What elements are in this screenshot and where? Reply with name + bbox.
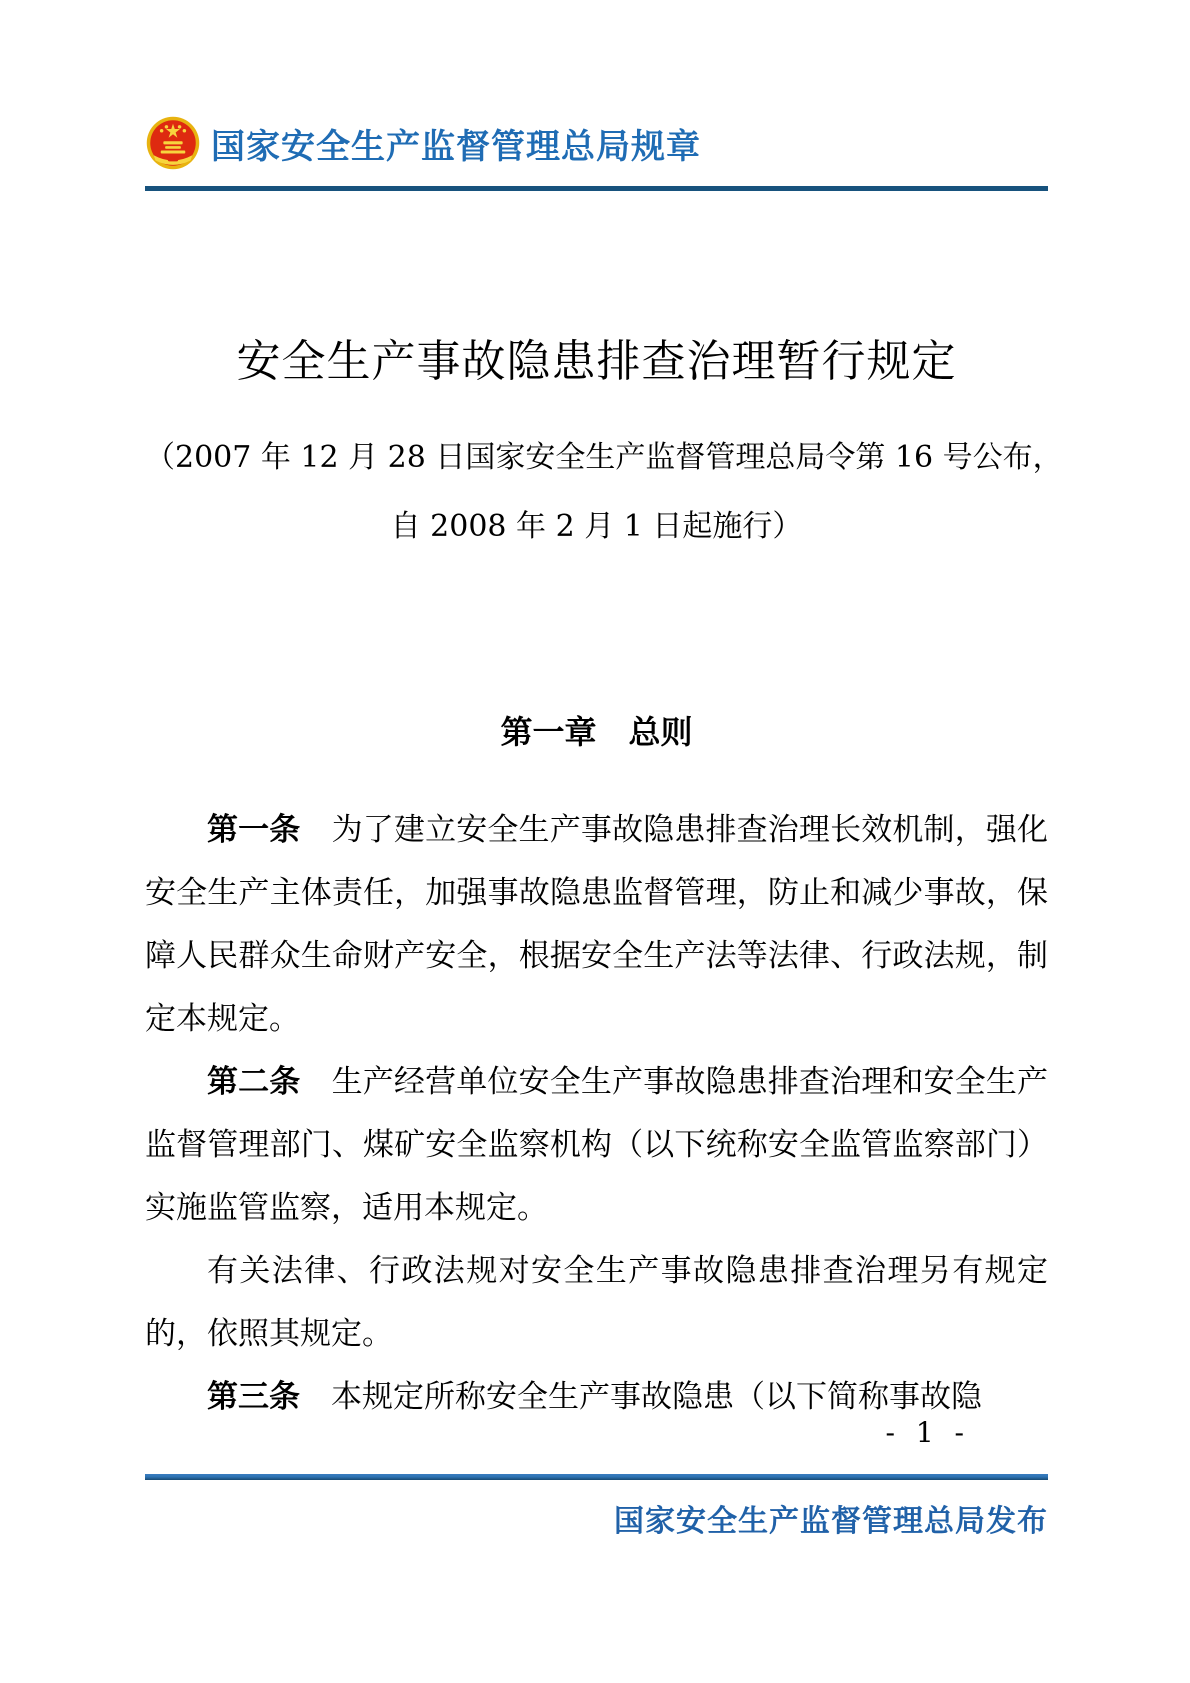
article-1-paragraph [145, 799, 1048, 1051]
page-number: - 1 - [885, 1416, 970, 1449]
article-2-text: 生产经营单位安全生产事故隐患排查治理和安全生产监督管理部门、煤矿安全监察机构（以下统称安全监管监察部门）实施监管监察，适用本规定。 [145, 1064, 1049, 1226]
article-2-label: 第二条 [207, 1064, 301, 1100]
document-header [145, 112, 1048, 174]
footer-divider [145, 1474, 1048, 1480]
article-1-label: 第一条 [207, 812, 301, 848]
header-divider [145, 186, 1048, 191]
article-2b-text: 有关法律、行政法规对安全生产事故隐患排查治理另有规定的，依照其规定。 [145, 1253, 1048, 1352]
document-title: 安全生产事故隐患排查治理暂行规定 [236, 336, 957, 387]
article-3-label: 第三条 [207, 1379, 300, 1415]
footer-publisher: 国家安全生产监督管理总局发布 [614, 1504, 1048, 1539]
china-national-emblem-icon [145, 115, 201, 171]
document-body [145, 799, 1048, 1429]
chapter-heading: 第一章 总则 [500, 713, 693, 751]
article-2-continuation-paragraph [145, 1240, 1048, 1366]
subtitle-line-1: （2007 年 12 月 28 日国家安全生产监督管理总局令第 16 号公布， [145, 440, 1063, 475]
header-agency-label: 国家安全生产监督管理总局规章 [211, 126, 701, 167]
subtitle-line-2: 自 2008 年 2 月 1 日起施行） [390, 509, 803, 544]
document-subtitle [145, 423, 1063, 561]
document-footer [145, 1474, 1048, 1540]
article-1-text: 为了建立安全生产事故隐患排查治理长效机制，强化安全生产主体责任，加强事故隐患监督管理，防止和减少事故，保障人民群众生命财产安全，根据安全生产法等法律、行政法规，制定本规定。 [145, 812, 1049, 1037]
article-3-text: 本规定所称安全生产事故隐患（以下简称事故隐 [300, 1379, 982, 1415]
article-2-paragraph [145, 1051, 1048, 1240]
